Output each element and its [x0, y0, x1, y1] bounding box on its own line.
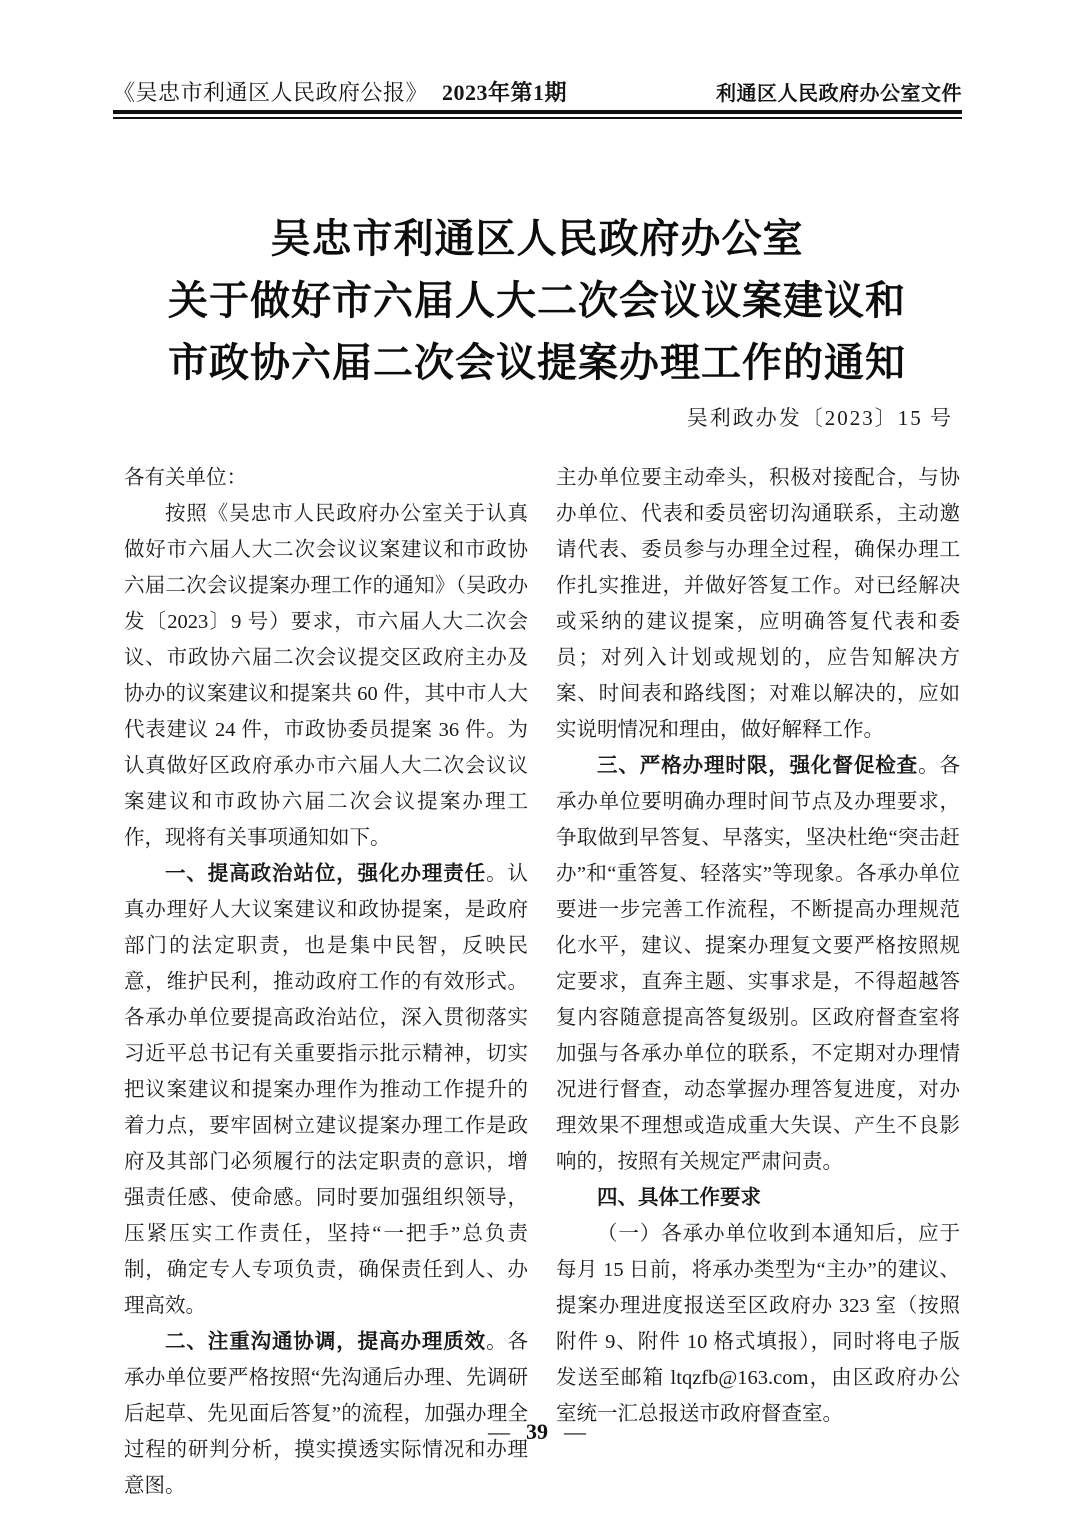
page-number-dash-left: — [488, 1419, 510, 1444]
paragraph [124, 856, 528, 1324]
body-text: 按照《吴忠市人民政府办公室关于认真做好市六届人大二次会议议案建议和市政协六届二次会议提案办理工作的通知》（吴政办发〔2023〕9 号）要求，市六届人大二次会议、市政协六届二次会议提交区政府主办及协办的议案建议和提案共 60 件，其中市人大代表建议 24 件，市政协委员提案 36 件。为认真做好区政府承办市六届人大二次会议议案建议和市政协六届二次会议提案办理工作，现将有关事项通知如下。 [124, 503, 528, 849]
section-heading: 三、严格办理时限，强化督促检查 [597, 754, 919, 777]
section-heading: 一、提高政治站位，强化办理责任 [165, 862, 487, 885]
paragraph [124, 1324, 528, 1504]
paragraph [556, 748, 960, 1180]
body-text: 。各承办单位要严格按照“先沟通后办理、先调研后起草、先见面后答复”的流程，加强办理全过程的研判分析，摸实摸透实际情况和办理意图。 [124, 1331, 528, 1497]
office-file-label: 利通区人民政府办公室文件 [716, 83, 962, 105]
document-title [0, 208, 1074, 394]
body-text: 主办单位要主动牵头，积极对接配合，与协办单位、代表和委员密切沟通联系，主动邀请代表、委员参与办理全过程，确保办理工作扎实推进，并做好答复工作。对已经解决或采纳的建议提案，应明确答复代表和委员；对列入计划或规划的，应告知解决方案、时间表和路线图；对难以解决的，应如实说明情况和理由，做好解释工作。 [556, 467, 960, 741]
body-text: 各有关单位： [124, 467, 247, 489]
section-heading: 二、注重沟通协调，提高办理质效 [165, 1330, 487, 1353]
right-column [556, 460, 960, 1432]
paragraph [556, 1216, 960, 1432]
left-column [124, 460, 528, 1504]
page-number-dash-right: — [564, 1419, 586, 1444]
body-text: （一）各承办单位收到本通知后，应于每月 15 日前，将承办类型为“主办”的建议、提案办理进度报送至区政府办 323 室（按照附件 9、附件 10 格式填报），同时将电子版发送至邮箱 ltqzfb@163.com，由区政府办公室统一汇总报送市政府督查室。 [556, 1223, 960, 1425]
page-header [113, 76, 962, 107]
gazette-title: 《吴忠市利通区人民政府公报》 [113, 80, 429, 105]
section-heading: 四、具体工作要求 [597, 1186, 761, 1209]
document-title-line-2: 关于做好市六届人大二次会议议案建议和 [168, 278, 906, 323]
document-title-line-3: 市政协六届二次会议提案办理工作的通知 [168, 340, 906, 385]
header-divider [113, 110, 962, 119]
paragraph [556, 460, 960, 748]
divider-thin-rule [113, 117, 962, 119]
divider-thick-rule [113, 110, 962, 114]
document-title-line-1: 吴忠市利通区人民政府办公室 [270, 216, 804, 261]
document-number: 吴利政办发〔2023〕15 号 [686, 406, 953, 430]
issue-number: 2023年第1期 [442, 80, 568, 105]
body-text: 。各承办单位要明确办理时间节点及办理要求，争取做到早答复、早落实，坚决杜绝“突击赶办”和“重答复、轻落实”等现象。各承办单位要进一步完善工作流程，不断提高办理规范化水平，建议、提案办理复文要严格按照规定要求，直奔主题、实事求是，不得超越答复内容随意提高答复级别。区政府督查室将加强与各承办单位的联系，不定期对办理情况进行督查，动态掌握办理答复进度，对办理效果不理想或造成重大失误、产生不良影响的，按照有关规定严肃问责。 [556, 755, 960, 1173]
body-text: 。认真办理好人大议案建议和政协提案，是政府部门的法定职责，也是集中民智，反映民意，维护民利，推动政府工作的有效形式。各承办单位要提高政治站位，深入贯彻落实习近平总书记有关重要指示批示精神，切实把议案建议和提案办理作为推动工作提升的着力点，要牢固树立建议提案办理工作是政府及其部门必须履行的法定职责的意识，增强责任感、使命感。同时要加强组织领导，压紧压实工作责任，坚持“一把手”总负责制，确定专人专项负责，确保责任到人、办理高效。 [124, 863, 528, 1317]
paragraph [124, 460, 528, 496]
page-number [0, 1419, 1074, 1445]
header-left [113, 76, 567, 107]
paragraph [556, 1180, 960, 1216]
paragraph [124, 496, 528, 856]
page-number-value: 39 [526, 1419, 548, 1444]
